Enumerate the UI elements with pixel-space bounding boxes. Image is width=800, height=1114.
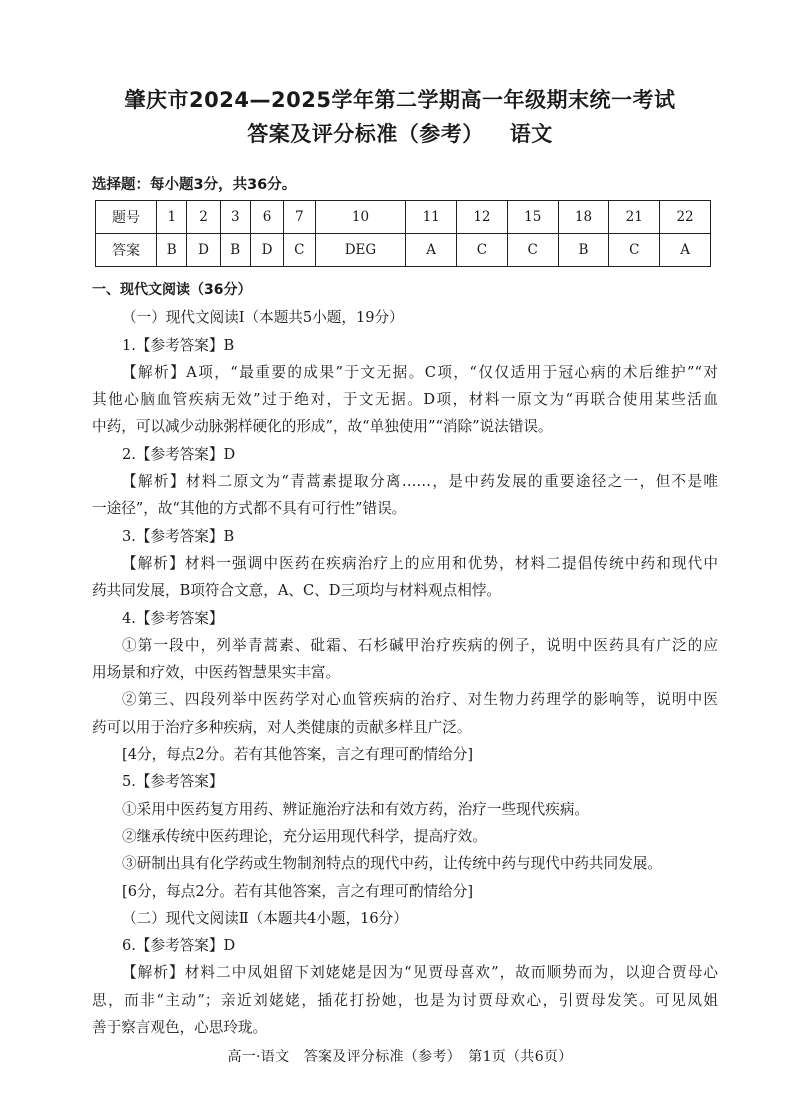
answer-cell: B [220, 234, 250, 267]
subsection-heading: （二）现代文阅读Ⅱ（本题共4小题，16分） [122, 909, 408, 927]
question-number-row [96, 201, 711, 234]
answer-point-line: ②继承传统中医药理论，充分运用现代科学，提高疗效。 [122, 827, 487, 845]
page-footer: 高一·语文 答案及评分标准（参考） 第1页（共6页） [227, 1049, 573, 1065]
question-number-cell: 1 [157, 201, 187, 234]
question-number-cell: 7 [284, 201, 316, 234]
question-number-cell: 10 [315, 201, 406, 234]
explanation-line: 思，而非“主动”；亲近刘姥姥，插花打扮她，也是为讨贾母欢心，引贾母发笑。可见凤姐 [92, 991, 718, 1009]
answer-cell: D [250, 234, 283, 267]
question-number-cell: 12 [457, 201, 508, 234]
answer-point-line: 用场景和疗效，中医药智慧果实丰富。 [92, 664, 341, 682]
scoring-note: [6分，每点2分。若有其他答案，言之有理可酌情给分] [122, 882, 474, 900]
subsection-heading: （一）现代文阅读Ⅰ（本题共5小题，19分） [122, 309, 404, 327]
explanation-line: 【解析】A项，“最重要的成果”于文无据。C项，“仅仅适用于冠心病的术后维护”“对 [122, 363, 718, 381]
answer-cell: D [187, 234, 220, 267]
document-subtitle [0, 118, 800, 148]
answer-point-line: 药可以用于治疗多种疾病，对人类健康的贡献多样且广泛。 [92, 718, 472, 736]
question-number-cell: 21 [609, 201, 660, 234]
question-number-cell: 6 [250, 201, 283, 234]
explanation-line: 【解析】材料二原文为“青蒿素提取分离……，是中药发展的重要途径之一，但不是唯 [122, 473, 718, 491]
choice-section-intro: 选择题：每小题3分，共36分。 [92, 177, 297, 193]
explanation-line: 【解析】材料二中凤姐留下刘姥姥是因为“见贾母喜欢”，故而顺势而为，以迎合贾母心 [122, 964, 718, 982]
scoring-note: [4分，每点2分。若有其他答案，言之有理可酌情给分] [122, 746, 474, 764]
answer-line: 4.【参考答案】 [122, 609, 224, 627]
question-row-label: 题号 [96, 201, 157, 234]
answer-line: 5.【参考答案】 [122, 773, 224, 791]
document-title: 肇庆市2024—2025学年第二学期高一年级期末统一考试 [124, 88, 676, 112]
subtitle-subject: 语文 [509, 122, 553, 146]
question-number-cell: 18 [558, 201, 609, 234]
answer-line: 3.【参考答案】B [122, 527, 235, 545]
answer-line: 1.【参考答案】B [122, 336, 235, 354]
question-number-cell: 15 [507, 201, 558, 234]
explanation-line: 【解析】材料一强调中医药在疾病治疗上的应用和优势，材料二提倡传统中药和现代中 [122, 554, 718, 572]
question-number-cell: 22 [660, 201, 711, 234]
answer-line: 6.【参考答案】D [122, 937, 236, 955]
explanation-line: 药共同发展，B项符合文意，A、C、D三项均与材料观点相悖。 [92, 582, 501, 600]
answer-cell: A [660, 234, 711, 267]
question-number-cell: 2 [187, 201, 220, 234]
answer-table [95, 200, 711, 267]
answer-cell: B [558, 234, 609, 267]
section-heading: 一、现代文阅读（36分） [92, 282, 252, 298]
answer-cell: C [284, 234, 316, 267]
answer-cell: DEG [315, 234, 406, 267]
answer-line: 2.【参考答案】D [122, 445, 236, 463]
explanation-line: 中药，可以减少动脉粥样硬化的形成”，故“单独使用”“消除”说法错误。 [92, 418, 553, 436]
answer-cell: A [406, 234, 457, 267]
answer-point-line: ②第三、四段列举中医药学对心血管疾病的治疗、对生物力药理学的影响等，说明中医 [122, 691, 718, 709]
explanation-line: 善于察言观色，心思玲珑。 [92, 1019, 268, 1037]
answer-point-line: ①第一段中，列举青蒿素、砒霜、石杉碱甲治疗疾病的例子，说明中医药具有广泛的应 [122, 636, 718, 654]
answer-cell: C [507, 234, 558, 267]
answer-cell: C [457, 234, 508, 267]
subtitle-answer-key: 答案及评分标准（参考） [247, 122, 484, 146]
answer-point-line: ③研制出具有化学药或生物制剂特点的现代中药，让传统中药与现代中药共同发展。 [122, 855, 662, 873]
answer-cell: B [157, 234, 187, 267]
question-number-cell: 3 [220, 201, 250, 234]
explanation-line: 一途径”，故“其他的方式都不具有可行性”错误。 [92, 500, 407, 518]
answer-row [96, 234, 711, 267]
answer-point-line: ①采用中医药复方用药、辨证施治疗法和有效方药，治疗一些现代疾病。 [122, 800, 590, 818]
explanation-line: 其他心脑血管疾病无效”过于绝对，于文无据。D项，材料一原文为“再联合使用某些活血 [92, 391, 718, 409]
question-number-cell: 11 [406, 201, 457, 234]
answer-body [92, 277, 718, 1041]
answer-row-label: 答案 [96, 234, 157, 267]
answer-cell: C [609, 234, 660, 267]
